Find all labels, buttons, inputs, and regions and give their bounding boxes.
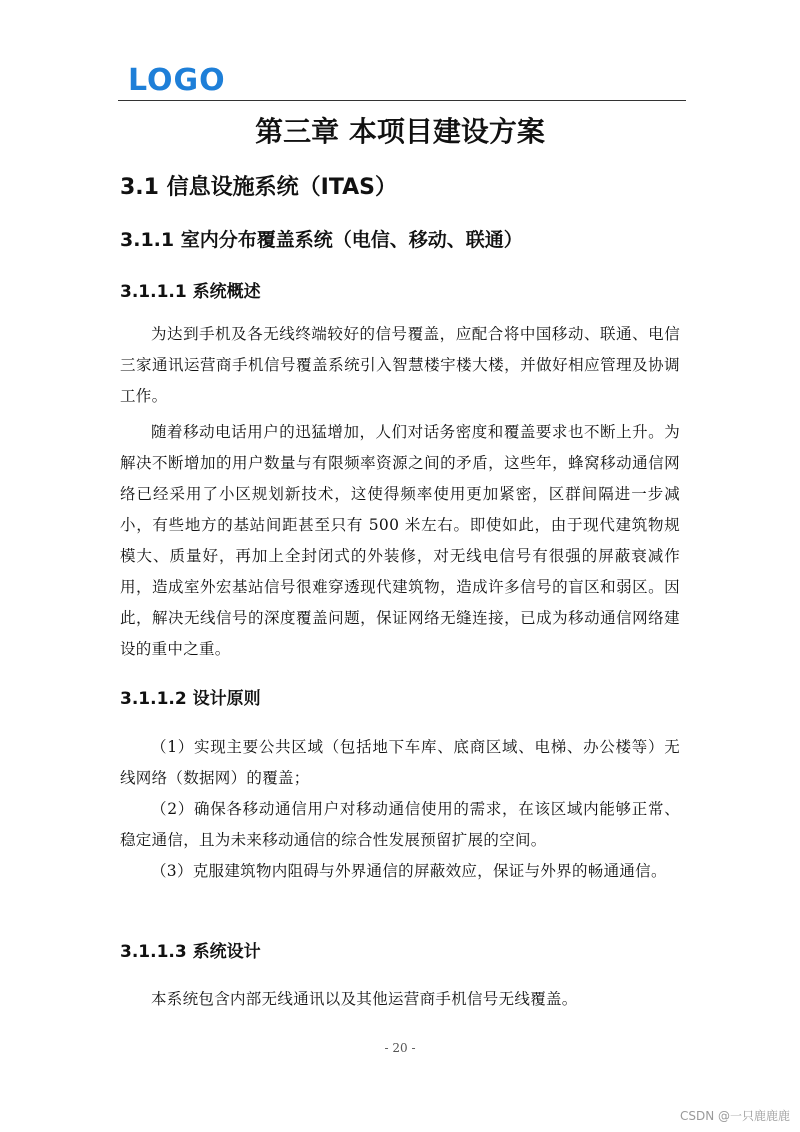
overview-heading: 3.1.1.1 系统概述 [120, 282, 261, 302]
watermark-text: CSDN @一只鹿鹿鹿 [679, 1109, 790, 1123]
section-heading: 3.1 信息设施系统（ITAS） [120, 175, 397, 200]
header-logo: LOGO [128, 63, 226, 98]
chapter-title: 第三章 本项目建设方案 [255, 115, 545, 148]
subsection-heading: 3.1.1 室内分布覆盖系统（电信、移动、联通） [120, 229, 523, 251]
overview-paragraph: 随着移动电话用户的迅猛增加，人们对话务密度和覆盖要求也不断上升。为解决不断增加的用户数量与有限频率资源之间的矛盾，这些年，蜂窝移动通信网络已经采用了小区规划新技术，这使得频率使用更加紧密，区群间隔进一步减小，有些地方的基站间距甚至只有 500 米左右。即使如此，由于现代建筑物规模大、质量好，再加上全封闭式的外装修，对无线电信号有很强的屏蔽衰减作用，造成室外宏基站信号很难穿透现代建筑物，造成许多信号的盲区和弱区。因此，解决无线信号的深度覆盖问题，保证网络无缝连接，已成为移动通信网络建设的重中之重。 [120, 423, 680, 658]
principles-heading: 3.1.1.2 设计原则 [120, 689, 261, 709]
overview-paragraph: 为达到手机及各无线终端较好的信号覆盖，应配合将中国移动、联通、电信三家通讯运营商手机信号覆盖系统引入智慧楼宇楼大楼，并做好相应管理及协调工作。 [120, 325, 680, 405]
design-heading: 3.1.1.3 系统设计 [120, 942, 261, 962]
page-number: - 20 - [384, 1041, 416, 1055]
header-divider [118, 100, 686, 101]
design-paragraph: 本系统包含内部无线通讯以及其他运营商手机信号无线覆盖。 [151, 990, 578, 1008]
principle-item: （1）实现主要公共区域（包括地下车库、底商区域、电梯、办公楼等）无线网络（数据网）的覆盖； [120, 738, 680, 787]
principle-item: （3）克服建筑物内阻碍与外界通信的屏蔽效应，保证与外界的畅通通信。 [151, 862, 667, 880]
principle-item: （2）确保各移动通信用户对移动通信使用的需求，在该区域内能够正常、稳定通信，且为未来移动通信的综合性发展预留扩展的空间。 [120, 800, 680, 849]
